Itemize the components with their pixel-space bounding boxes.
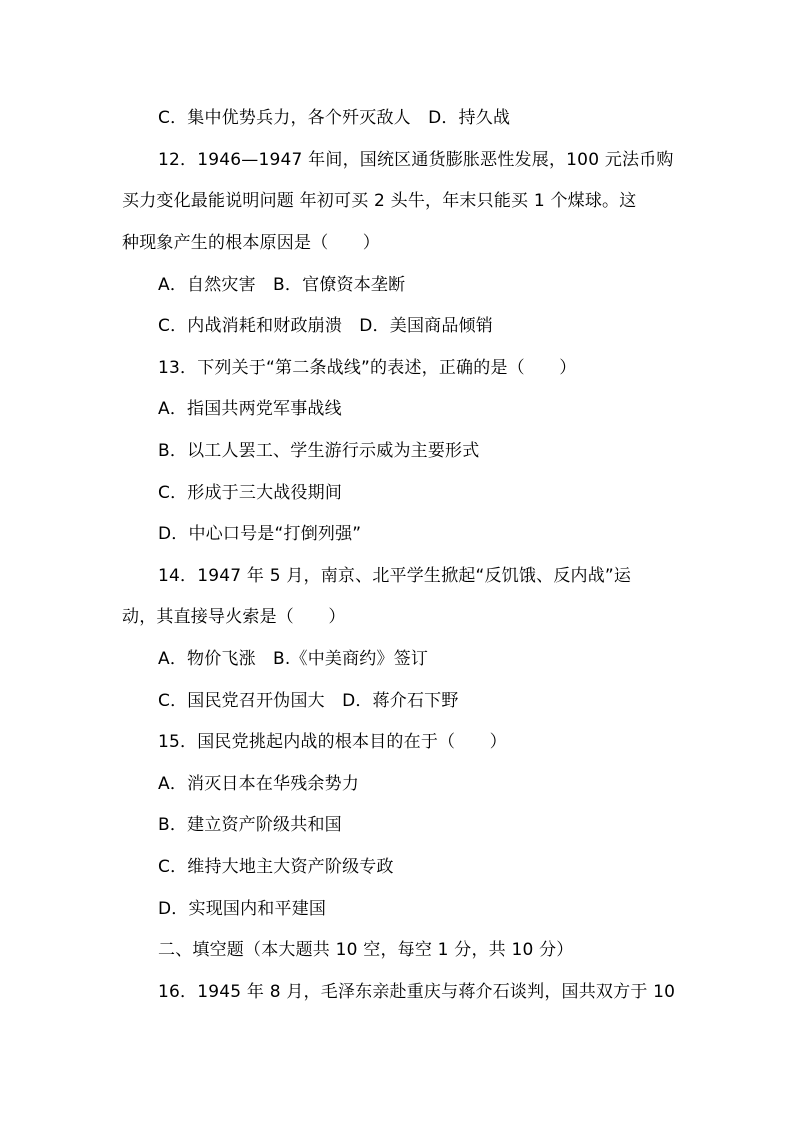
q13-option-b: B．以工人罢工、学生游行示威为主要形式 — [158, 441, 480, 461]
q12-options-a-b: A．自然灾害 B．官僚资本垄断 — [158, 275, 406, 295]
q15-option-b: B．建立资产阶级共和国 — [158, 815, 342, 835]
q14-options-c-d: C．国民党召开伪国大 D．蒋介石下野 — [158, 691, 459, 711]
q14-stem-line-2: 动，其直接导火索是（ ） — [122, 607, 346, 627]
q16-stem-line-1: 16．1945 年 8 月，毛泽东亲赴重庆与蒋介石谈判，国共双方于 10 — [158, 982, 676, 1002]
q11-options-c-d: C．集中优势兵力，各个歼灭敌人 D．持久战 — [158, 108, 511, 128]
q15-option-c: C．维持大地主大资产阶级专政 — [158, 857, 394, 877]
q15-option-a: A．消灭日本在华残余势力 — [158, 774, 360, 794]
q13-option-c: C．形成于三大战役期间 — [158, 483, 343, 503]
q12-stem-line-2: 买力变化最能说明问题 年初可买 2 头牛，年末只能买 1 个煤球。这 — [122, 191, 637, 211]
q12-options-c-d: C．内战消耗和财政崩溃 D．美国商品倾销 — [158, 316, 493, 336]
q12-stem-line-1: 12．1946—1947 年间，国统区通货膨胀恶性发展，100 元法币购 — [158, 150, 674, 170]
q14-options-a-b: A．物价飞涨 B.《中美商约》签订 — [158, 649, 429, 669]
q13-option-a: A．指国共两党军事战线 — [158, 399, 342, 419]
section-two-heading: 二、填空题（本大题共 10 空，每空 1 分，共 10 分） — [158, 940, 574, 960]
q13-option-d: D．中心口号是“打倒列强” — [158, 524, 362, 544]
q12-stem-line-3: 种现象产生的根本原因是（ ） — [122, 233, 380, 253]
q15-option-d: D．实现国内和平建国 — [158, 899, 327, 919]
q15-stem: 15．国民党挑起内战的根本目的在于（ ） — [158, 732, 507, 752]
q13-stem: 13．下列关于“第二条战线”的表述，正确的是（ ） — [158, 358, 577, 378]
q14-stem-line-1: 14．1947 年 5 月，南京、北平学生掀起“反饥饿、反内战”运 — [158, 566, 632, 586]
